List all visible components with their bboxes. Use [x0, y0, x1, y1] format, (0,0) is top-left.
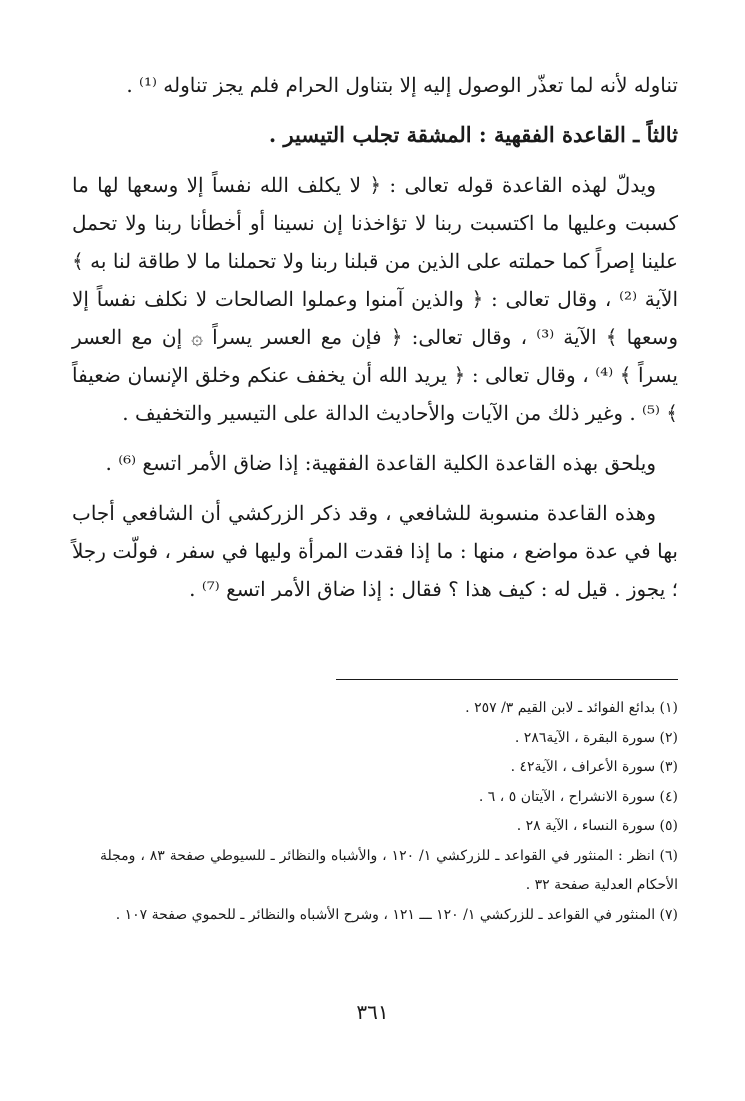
footnote-7: (٧) المنثور في القواعد ـ للزركشي ١/ ١٢٠ ـــ ١٢١ ، وشرح الأشباه والنظائر ـ للحموي صفحة ١٠٧ .	[115, 906, 678, 923]
footnote-3: (٣) سورة الأعراف ، الآية٤٢ .	[510, 759, 678, 775]
main-text	[72, 66, 678, 620]
footnote-4: (٤) سورة الانشراح ، الآيتان ٥ ، ٦ .	[478, 788, 678, 805]
footnote-1: (١) بدائع الفوائد ـ لابن القيم ٣/ ٢٥٧ .	[465, 700, 678, 716]
page-number: ٣٦١	[356, 1000, 389, 1024]
paragraph-evidence: ويدلّ لهذه القاعدة قوله تعالى : ﴿ لا يكلف الله نفساً إلا وسعها لها ما كسبت وعليها ما اكتسبت ربنا لا تؤاخذنا إن نسينا أو أخطأنا ربنا ولا تحمل علينا إصراً كما حملته على الذين من قبلنا ربنا ولا تحملنا ما لا طاقة لنا به ﴾ الآية ⁽²⁾ ، وقال تعالى : ﴿ والذين آمنوا وعملوا الصالحات لا نكلف نفساً إلا وسعها ﴾ الآية ⁽³⁾ ، وقال تعالى: ﴿ فإن مع العسر يسراً ۞ إن مع العسر يسراً ﴾ ⁽⁴⁾ ، وقال تعالى : ﴿ يريد الله أن يخفف عنكم وخلق الإنسان ضعيفاً ﴾ ⁽⁵⁾ . وغير ذلك من الآيات والأحاديث الدالة على التيسير والتخفيف .	[72, 173, 679, 425]
paragraph-continuation: تناوله لأنه لما تعذّر الوصول إليه إلا بتناول الحرام فلم يجز تناوله ⁽¹⁾ .	[126, 73, 678, 97]
paragraph-shafii: وهذه القاعدة منسوبة للشافعي ، وقد ذكر الزركشي أن الشافعي أجاب بها في عدة مواضع ، منها : ما إذا فقدت المرأة وليها في سفر ، فولّت رجلاً ؛ يجوز . قيل له : كيف هذا ؟ فقال : إذا ضاق الأمر اتسع ⁽⁷⁾ .	[72, 501, 678, 601]
footnotes	[100, 694, 678, 930]
section-heading: ثالثاً ـ القاعدة الفقهية : المشقة تجلب التيسير .	[268, 122, 678, 147]
footnote-separator	[336, 679, 678, 680]
paragraph-subrule: ويلحق بهذه القاعدة الكلية القاعدة الفقهية: إذا ضاق الأمر اتسع ⁽⁶⁾ .	[105, 451, 656, 475]
footnote-6: (٦) انظر : المنثور في القواعد ـ للزركشي ١/ ١٢٠ ، والأشباه والنظائر ـ للسيوطي صفحة ٨٣ ، ومجلة الأحكام العدلية صفحة ٣٢ .	[100, 847, 679, 893]
footnote-5: (٥) سورة النساء ، الآية ٢٨ .	[516, 818, 678, 834]
footnote-2: (٢) سورة البقرة ، الآية٢٨٦ .	[514, 729, 678, 746]
